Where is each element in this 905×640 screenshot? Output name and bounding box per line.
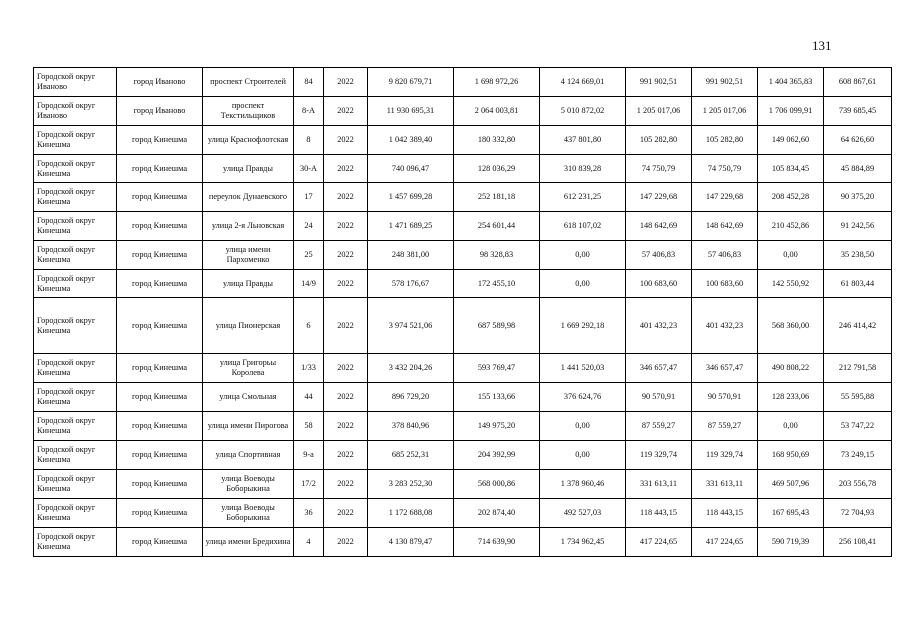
cost-col-4-cell: 331 613,11	[626, 470, 692, 499]
year-cell: 2022	[324, 354, 368, 383]
house-number-cell: 36	[294, 499, 324, 528]
year-cell: 2022	[324, 470, 368, 499]
house-number-cell: 9-а	[294, 441, 324, 470]
cost-col-4-cell: 90 570,91	[626, 383, 692, 412]
page-number: 131	[812, 38, 832, 53]
year-cell: 2022	[324, 212, 368, 241]
cost-col-6-cell: 208 452,28	[758, 183, 824, 212]
settlement-cell: город Кинешма	[117, 441, 203, 470]
settlement-cell: город Кинешма	[117, 412, 203, 441]
cost-col-2-cell: 714 639,90	[454, 528, 540, 557]
total-cost-cell: 378 840,96	[368, 412, 454, 441]
table-row	[34, 441, 892, 470]
table-row	[34, 155, 892, 183]
cost-col-7-cell: 608 867,61	[824, 68, 892, 97]
settlement-cell: город Кинешма	[117, 383, 203, 412]
cost-col-5-cell: 100 683,60	[692, 270, 758, 298]
cost-col-6-cell: 1 404 365,83	[758, 68, 824, 97]
total-cost-cell: 1 172 688,08	[368, 499, 454, 528]
house-number-cell: 17/2	[294, 470, 324, 499]
house-number-cell: 6	[294, 298, 324, 354]
house-number-cell: 84	[294, 68, 324, 97]
table-body	[34, 68, 892, 557]
cost-col-4-cell: 118 443,15	[626, 499, 692, 528]
cost-col-7-cell: 246 414,42	[824, 298, 892, 354]
settlement-cell: город Кинешма	[117, 241, 203, 270]
street-cell: проспект Текстильщиков	[203, 97, 294, 126]
house-number-cell: 1/33	[294, 354, 324, 383]
street-cell: улица Правды	[203, 270, 294, 298]
cost-col-3-cell: 1 378 960,46	[540, 470, 626, 499]
table-row	[34, 212, 892, 241]
cost-col-3-cell: 437 801,80	[540, 126, 626, 155]
cost-col-4-cell: 417 224,65	[626, 528, 692, 557]
street-cell: улица Воеводы Боборыкина	[203, 499, 294, 528]
cost-col-4-cell: 100 683,60	[626, 270, 692, 298]
house-number-cell: 8	[294, 126, 324, 155]
cost-col-7-cell: 72 704,93	[824, 499, 892, 528]
table-row	[34, 241, 892, 270]
cost-col-6-cell: 167 695,43	[758, 499, 824, 528]
year-cell: 2022	[324, 270, 368, 298]
settlement-cell: город Кинешма	[117, 298, 203, 354]
cost-col-5-cell: 417 224,65	[692, 528, 758, 557]
cost-col-2-cell: 149 975,20	[454, 412, 540, 441]
cost-col-6-cell: 1 706 099,91	[758, 97, 824, 126]
street-cell: проспект Строителей	[203, 68, 294, 97]
total-cost-cell: 9 820 679,71	[368, 68, 454, 97]
municipality-cell: Городской округ Кинешма	[34, 412, 117, 441]
house-number-cell: 44	[294, 383, 324, 412]
cost-col-6-cell: 490 808,22	[758, 354, 824, 383]
table-row	[34, 68, 892, 97]
cost-col-2-cell: 180 332,80	[454, 126, 540, 155]
year-cell: 2022	[324, 298, 368, 354]
total-cost-cell: 4 130 879,47	[368, 528, 454, 557]
total-cost-cell: 685 252,31	[368, 441, 454, 470]
cost-col-5-cell: 346 657,47	[692, 354, 758, 383]
cost-col-2-cell: 202 874,40	[454, 499, 540, 528]
cost-col-6-cell: 590 719,39	[758, 528, 824, 557]
cost-col-7-cell: 64 626,60	[824, 126, 892, 155]
cost-col-2-cell: 593 769,47	[454, 354, 540, 383]
cost-col-7-cell: 45 884,89	[824, 155, 892, 183]
settlement-cell: город Кинешма	[117, 270, 203, 298]
street-cell: улица имени Пирогова	[203, 412, 294, 441]
house-number-cell: 14/9	[294, 270, 324, 298]
cost-col-2-cell: 98 328,83	[454, 241, 540, 270]
year-cell: 2022	[324, 68, 368, 97]
cost-col-2-cell: 252 181,18	[454, 183, 540, 212]
cost-col-7-cell: 61 803,44	[824, 270, 892, 298]
settlement-cell: город Кинешма	[117, 183, 203, 212]
house-number-cell: 58	[294, 412, 324, 441]
cost-col-6-cell: 142 550,92	[758, 270, 824, 298]
cost-col-5-cell: 105 282,80	[692, 126, 758, 155]
settlement-cell: город Кинешма	[117, 212, 203, 241]
municipality-cell: Городской округ Кинешма	[34, 383, 117, 412]
cost-col-6-cell: 168 950,69	[758, 441, 824, 470]
cost-col-2-cell: 2 064 003,81	[454, 97, 540, 126]
cost-col-2-cell: 687 589,98	[454, 298, 540, 354]
cost-col-6-cell: 469 507,96	[758, 470, 824, 499]
municipality-cell: Городской округ Кинешма	[34, 441, 117, 470]
cost-col-7-cell: 53 747,22	[824, 412, 892, 441]
house-number-cell: 30-А	[294, 155, 324, 183]
table-row	[34, 499, 892, 528]
total-cost-cell: 896 729,20	[368, 383, 454, 412]
cost-col-7-cell: 256 108,41	[824, 528, 892, 557]
cost-col-7-cell: 212 791,58	[824, 354, 892, 383]
table-row	[34, 354, 892, 383]
cost-col-5-cell: 148 642,69	[692, 212, 758, 241]
cost-col-7-cell: 73 249,15	[824, 441, 892, 470]
cost-col-4-cell: 991 902,51	[626, 68, 692, 97]
year-cell: 2022	[324, 383, 368, 412]
cost-col-4-cell: 148 642,69	[626, 212, 692, 241]
year-cell: 2022	[324, 241, 368, 270]
cost-col-2-cell: 568 000,86	[454, 470, 540, 499]
total-cost-cell: 3 974 521,06	[368, 298, 454, 354]
cost-col-5-cell: 147 229,68	[692, 183, 758, 212]
street-cell: улица Спортивная	[203, 441, 294, 470]
street-cell: улица имени Бредихина	[203, 528, 294, 557]
cost-col-6-cell: 0,00	[758, 412, 824, 441]
cost-col-5-cell: 90 570,91	[692, 383, 758, 412]
municipality-cell: Городской округ Кинешма	[34, 212, 117, 241]
cost-col-3-cell: 612 231,25	[540, 183, 626, 212]
cost-col-2-cell: 1 698 972,26	[454, 68, 540, 97]
year-cell: 2022	[324, 499, 368, 528]
total-cost-cell: 1 471 689,25	[368, 212, 454, 241]
house-number-cell: 17	[294, 183, 324, 212]
cost-col-5-cell: 1 205 017,06	[692, 97, 758, 126]
cost-col-4-cell: 401 432,23	[626, 298, 692, 354]
cost-col-6-cell: 0,00	[758, 241, 824, 270]
municipality-cell: Городской округ Кинешма	[34, 126, 117, 155]
repair-cost-table	[33, 67, 892, 557]
table-row	[34, 528, 892, 557]
table-row	[34, 183, 892, 212]
cost-col-3-cell: 0,00	[540, 412, 626, 441]
cost-col-4-cell: 346 657,47	[626, 354, 692, 383]
cost-col-7-cell: 203 556,78	[824, 470, 892, 499]
total-cost-cell: 11 930 695,31	[368, 97, 454, 126]
cost-col-2-cell: 204 392,99	[454, 441, 540, 470]
cost-col-5-cell: 991 902,51	[692, 68, 758, 97]
street-cell: улица Краснофлотская	[203, 126, 294, 155]
settlement-cell: город Кинешма	[117, 470, 203, 499]
cost-col-5-cell: 401 432,23	[692, 298, 758, 354]
cost-col-6-cell: 105 834,45	[758, 155, 824, 183]
street-cell: улица Пионерская	[203, 298, 294, 354]
cost-col-7-cell: 91 242,56	[824, 212, 892, 241]
municipality-cell: Городской округ Кинешма	[34, 499, 117, 528]
total-cost-cell: 1 042 389,40	[368, 126, 454, 155]
municipality-cell: Городской округ Кинешма	[34, 298, 117, 354]
table-row	[34, 383, 892, 412]
cost-col-2-cell: 254 601,44	[454, 212, 540, 241]
total-cost-cell: 3 432 204,26	[368, 354, 454, 383]
cost-col-3-cell: 1 441 520,03	[540, 354, 626, 383]
cost-col-2-cell: 172 455,10	[454, 270, 540, 298]
year-cell: 2022	[324, 183, 368, 212]
settlement-cell: город Кинешма	[117, 126, 203, 155]
house-number-cell: 25	[294, 241, 324, 270]
cost-col-6-cell: 128 233,06	[758, 383, 824, 412]
cost-col-3-cell: 310 839,28	[540, 155, 626, 183]
year-cell: 2022	[324, 441, 368, 470]
street-cell: улица 2-я Льновская	[203, 212, 294, 241]
street-cell: улица Воеводы Боборыкина	[203, 470, 294, 499]
cost-col-3-cell: 0,00	[540, 270, 626, 298]
municipality-cell: Городской округ Кинешма	[34, 155, 117, 183]
settlement-cell: город Кинешма	[117, 354, 203, 383]
cost-col-5-cell: 119 329,74	[692, 441, 758, 470]
cost-col-4-cell: 147 229,68	[626, 183, 692, 212]
municipality-cell: Городской округ Иваново	[34, 68, 117, 97]
settlement-cell: город Иваново	[117, 97, 203, 126]
cost-col-3-cell: 5 010 872,02	[540, 97, 626, 126]
cost-col-3-cell: 492 527,03	[540, 499, 626, 528]
cost-col-3-cell: 0,00	[540, 241, 626, 270]
cost-col-6-cell: 149 062,60	[758, 126, 824, 155]
cost-col-2-cell: 128 036,29	[454, 155, 540, 183]
cost-col-5-cell: 57 406,83	[692, 241, 758, 270]
total-cost-cell: 3 283 252,30	[368, 470, 454, 499]
settlement-cell: город Кинешма	[117, 528, 203, 557]
table-row	[34, 470, 892, 499]
total-cost-cell: 740 096,47	[368, 155, 454, 183]
year-cell: 2022	[324, 126, 368, 155]
municipality-cell: Городской округ Кинешма	[34, 528, 117, 557]
settlement-cell: город Кинешма	[117, 499, 203, 528]
cost-col-5-cell: 118 443,15	[692, 499, 758, 528]
year-cell: 2022	[324, 155, 368, 183]
street-cell: улица имени Пархоменко	[203, 241, 294, 270]
municipality-cell: Городской округ Кинешма	[34, 470, 117, 499]
cost-col-6-cell: 568 360,00	[758, 298, 824, 354]
cost-col-5-cell: 331 613,11	[692, 470, 758, 499]
cost-col-2-cell: 155 133,66	[454, 383, 540, 412]
table-row	[34, 270, 892, 298]
cost-col-5-cell: 87 559,27	[692, 412, 758, 441]
cost-col-5-cell: 74 750,79	[692, 155, 758, 183]
municipality-cell: Городской округ Кинешма	[34, 354, 117, 383]
total-cost-cell: 578 176,67	[368, 270, 454, 298]
table-row	[34, 412, 892, 441]
street-cell: улица Григорьы Королева	[203, 354, 294, 383]
year-cell: 2022	[324, 528, 368, 557]
table-row	[34, 298, 892, 354]
cost-col-3-cell: 4 124 669,01	[540, 68, 626, 97]
cost-col-7-cell: 90 375,20	[824, 183, 892, 212]
street-cell: улица Правды	[203, 155, 294, 183]
cost-col-3-cell: 0,00	[540, 441, 626, 470]
cost-col-3-cell: 618 107,02	[540, 212, 626, 241]
total-cost-cell: 248 381,00	[368, 241, 454, 270]
year-cell: 2022	[324, 412, 368, 441]
street-cell: переулок Дунаевского	[203, 183, 294, 212]
municipality-cell: Городской округ Иваново	[34, 97, 117, 126]
house-number-cell: 8-А	[294, 97, 324, 126]
cost-col-4-cell: 57 406,83	[626, 241, 692, 270]
cost-col-7-cell: 55 595,88	[824, 383, 892, 412]
cost-col-4-cell: 87 559,27	[626, 412, 692, 441]
cost-col-7-cell: 35 238,50	[824, 241, 892, 270]
cost-col-7-cell: 739 685,45	[824, 97, 892, 126]
cost-col-6-cell: 210 452,86	[758, 212, 824, 241]
municipality-cell: Городской округ Кинешма	[34, 270, 117, 298]
total-cost-cell: 1 457 699,28	[368, 183, 454, 212]
year-cell: 2022	[324, 97, 368, 126]
cost-col-4-cell: 1 205 017,06	[626, 97, 692, 126]
municipality-cell: Городской округ Кинешма	[34, 241, 117, 270]
settlement-cell: город Иваново	[117, 68, 203, 97]
table-row	[34, 97, 892, 126]
cost-col-3-cell: 1 734 962,45	[540, 528, 626, 557]
settlement-cell: город Кинешма	[117, 155, 203, 183]
house-number-cell: 24	[294, 212, 324, 241]
municipality-cell: Городской округ Кинешма	[34, 183, 117, 212]
house-number-cell: 4	[294, 528, 324, 557]
table-row	[34, 126, 892, 155]
cost-col-4-cell: 119 329,74	[626, 441, 692, 470]
cost-col-4-cell: 74 750,79	[626, 155, 692, 183]
cost-col-3-cell: 1 669 292,18	[540, 298, 626, 354]
cost-col-3-cell: 376 624,76	[540, 383, 626, 412]
street-cell: улица Смольная	[203, 383, 294, 412]
cost-col-4-cell: 105 282,80	[626, 126, 692, 155]
